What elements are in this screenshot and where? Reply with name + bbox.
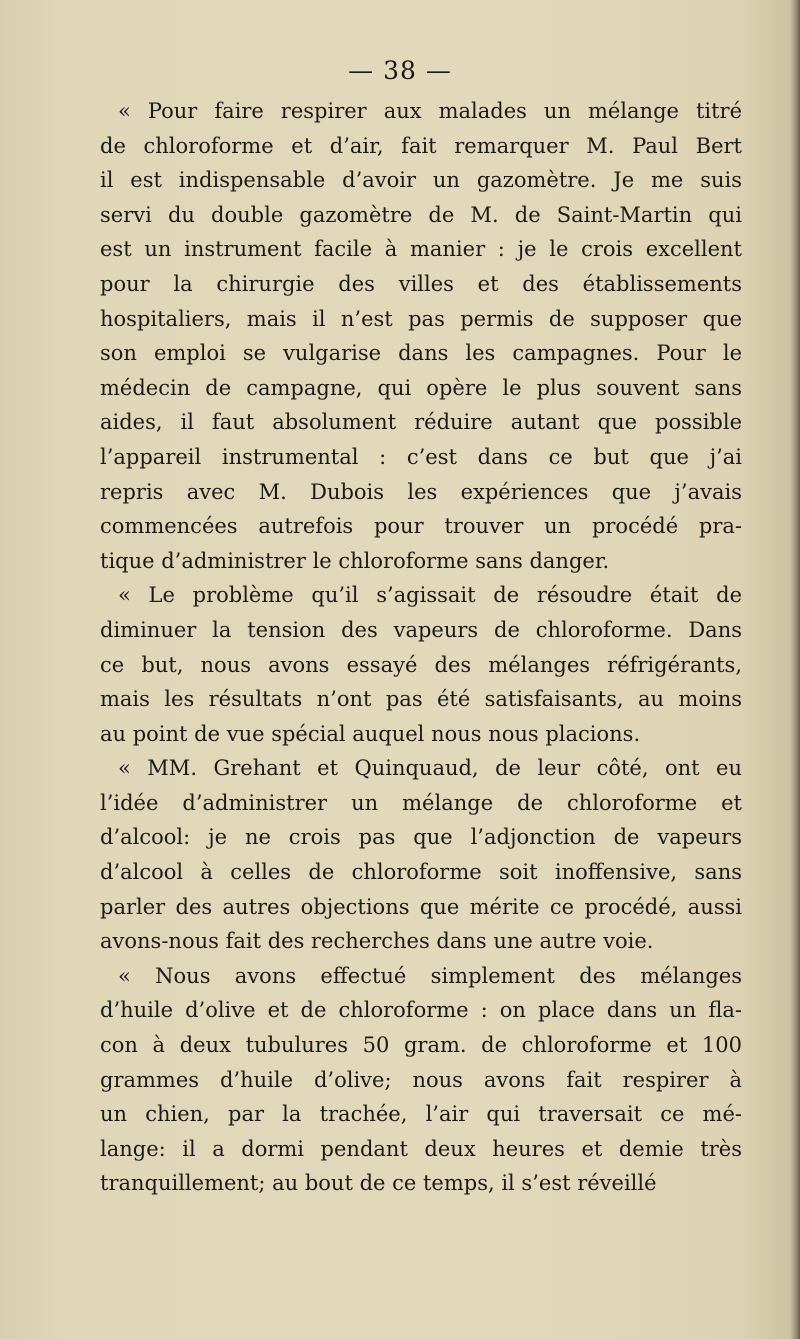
- text-line: aides, il faut absolument réduire autant que possible: [100, 410, 742, 435]
- text-line: d’alcool à celles de chloroforme soit inoffensive, sans: [100, 860, 742, 885]
- text-line: « Nous avons effectué simplement des mélanges: [118, 963, 742, 988]
- paragraph-4: [100, 959, 742, 1201]
- text-line: d’huile d’olive et de chloroforme : on place dans un fla-: [100, 998, 742, 1023]
- text-line: commencées autrefois pour trouver un procédé pra-: [100, 514, 742, 539]
- text-line: un chien, par la trachée, l’air qui traversait ce mé-: [100, 1102, 742, 1127]
- text-line: pour la chirurgie des villes et des établissements: [100, 271, 742, 296]
- paragraph-2: [100, 578, 742, 751]
- text-line: d’alcool: je ne crois pas que l’adjonction de vapeurs: [100, 825, 742, 850]
- page-edge-shadow: [790, 0, 800, 1339]
- text-line: avons-nous fait des recherches dans une autre voie.: [100, 929, 654, 954]
- text-line: de chloroforme et d’air, fait remarquer M. Paul Bert: [100, 133, 742, 158]
- text-line: ce but, nous avons essayé des mélanges réfrigérants,: [100, 652, 742, 677]
- text-line: l’appareil instrumental : c’est dans ce but que j’ai: [100, 444, 742, 469]
- paragraph-1: [100, 94, 742, 578]
- text-line: son emploi se vulgarise dans les campagnes. Pour le: [100, 341, 742, 366]
- text-line: est un instrument facile à manier : je le crois excellent: [100, 237, 742, 262]
- text-line: tranquillement; au bout de ce temps, il s’est réveillé: [100, 1171, 657, 1196]
- text-line: lange: il a dormi pendant deux heures et demie très: [100, 1136, 742, 1161]
- text-line: hospitaliers, mais il n’est pas permis de supposer que: [100, 306, 742, 331]
- page-number: — 38 —: [348, 56, 452, 85]
- text-line: médecin de campagne, qui opère le plus souvent sans: [100, 375, 742, 400]
- body-text: [100, 94, 742, 1201]
- text-line: « MM. Grehant et Quinquaud, de leur côté, ont eu: [118, 756, 742, 781]
- text-line: parler des autres objections que mérite ce procédé, aussi: [100, 894, 742, 919]
- text-line: tique d’administrer le chloroforme sans danger.: [100, 548, 610, 573]
- text-line: « Le problème qu’il s’agissait de résoudre était de: [118, 583, 742, 608]
- text-line: mais les résultats n’ont pas été satisfaisants, au moins: [100, 687, 742, 712]
- text-line: « Pour faire respirer aux malades un mélange titré: [118, 99, 742, 123]
- text-line: l’idée d’administrer un mélange de chloroforme et: [100, 790, 742, 815]
- text-line: servi du double gazomètre de M. de Saint-Martin qui: [100, 202, 742, 227]
- text-line: diminuer la tension des vapeurs de chloroforme. Dans: [100, 617, 742, 642]
- text-line: grammes d’huile d’olive; nous avons fait respirer à: [100, 1067, 742, 1092]
- paragraph-3: [100, 751, 742, 959]
- text-line: il est indispensable d’avoir un gazomètre. Je me suis: [100, 168, 742, 193]
- text-line: au point de vue spécial auquel nous nous placions.: [100, 721, 641, 746]
- text-line: con à deux tubulures 50 gram. de chloroforme et 100: [100, 1033, 742, 1058]
- text-line: repris avec M. Dubois les expériences que j’avais: [100, 479, 742, 504]
